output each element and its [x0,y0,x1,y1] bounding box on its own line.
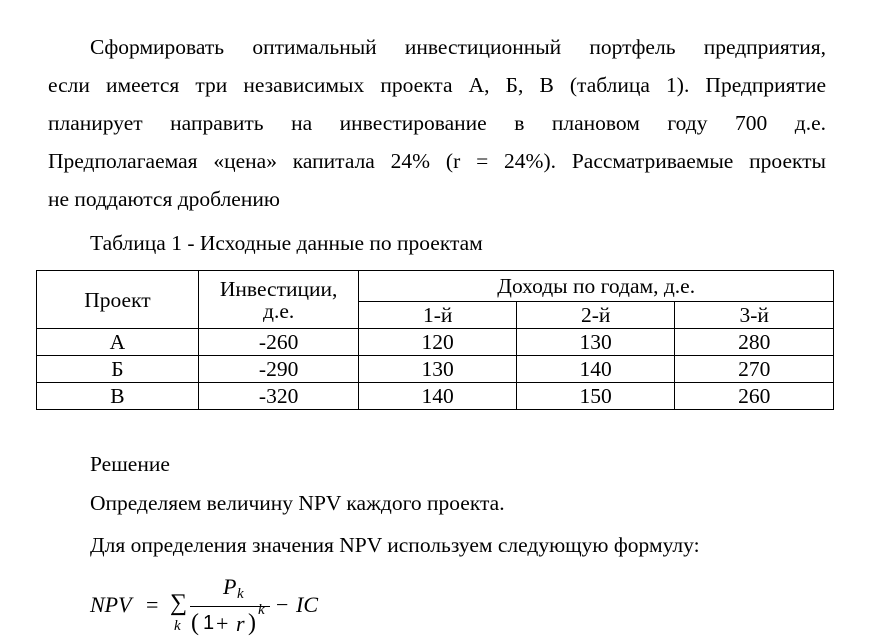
header-investment-line1: Инвестиции, [219,276,338,301]
formula-den-one: 1 [203,612,215,634]
cell-year3: 280 [675,329,834,356]
header-income: Доходы по годам, д.е. [359,271,834,302]
header-project: Проект [37,271,199,329]
formula-den-open: ( [191,610,199,636]
intro-line: если имеется три независимых проекта А, Б, В (таблица 1). Предприятие [48,73,826,97]
cell-investment: -290 [198,356,359,383]
header-year2: 2-й [516,302,675,329]
table-row [37,329,834,356]
cell-project: В [37,383,199,410]
intro-line: планирует направить на инвестирование в плановом году 700 д.е. [48,111,826,135]
formula-numerator-sub: k [237,586,244,602]
header-year1: 1-й [359,302,517,329]
intro-line: Предполагаемая «цена» капитала 24% (r = 24%). Рассматриваемые проекты [48,149,826,173]
table-row [37,356,834,383]
cell-year1: 140 [359,383,517,410]
cell-year1: 120 [359,329,517,356]
cell-investment: -320 [198,383,359,410]
cell-year2: 140 [516,356,675,383]
solution-title: Решение [90,452,170,476]
formula-den-plus: + [216,611,229,636]
cell-year2: 130 [516,329,675,356]
formula-den-r: r [236,611,245,636]
formula-den-exp: k [258,602,265,618]
solution-step2: Для определения значения NPV используем следующую формулу: [90,533,700,557]
header-year3: 3-й [675,302,834,329]
solution-step1: Определяем величину NPV каждого проекта. [90,491,505,515]
formula-lhs: NPV [90,592,132,617]
formula-den-close: ) [248,610,256,636]
formula-numerator: P [223,574,237,599]
cell-investment: -260 [198,329,359,356]
projects-table [36,270,834,410]
intro-line: не поддаются дроблению [48,187,280,211]
formula-sum: ∑ [170,590,188,616]
formula-ic: IC [296,592,318,617]
intro-line: Сформировать оптимальный инвестиционный портфель предприятия, [90,35,826,59]
formula-minus: − [276,592,289,617]
cell-year2: 150 [516,383,675,410]
cell-year3: 260 [675,383,834,410]
table-caption: Таблица 1 - Исходные данные по проектам [90,231,483,255]
intro-paragraph [48,28,826,218]
formula-sum-index: k [174,618,181,634]
cell-year3: 270 [675,356,834,383]
cell-year1: 130 [359,356,517,383]
formula-equals: = [146,592,159,617]
table-row [37,383,834,410]
npv-formula [90,572,350,642]
header-investment [198,271,359,329]
cell-project: А [37,329,199,356]
cell-project: Б [37,356,199,383]
table-header-row [37,271,834,302]
header-investment-line2: д.е. [263,298,295,323]
